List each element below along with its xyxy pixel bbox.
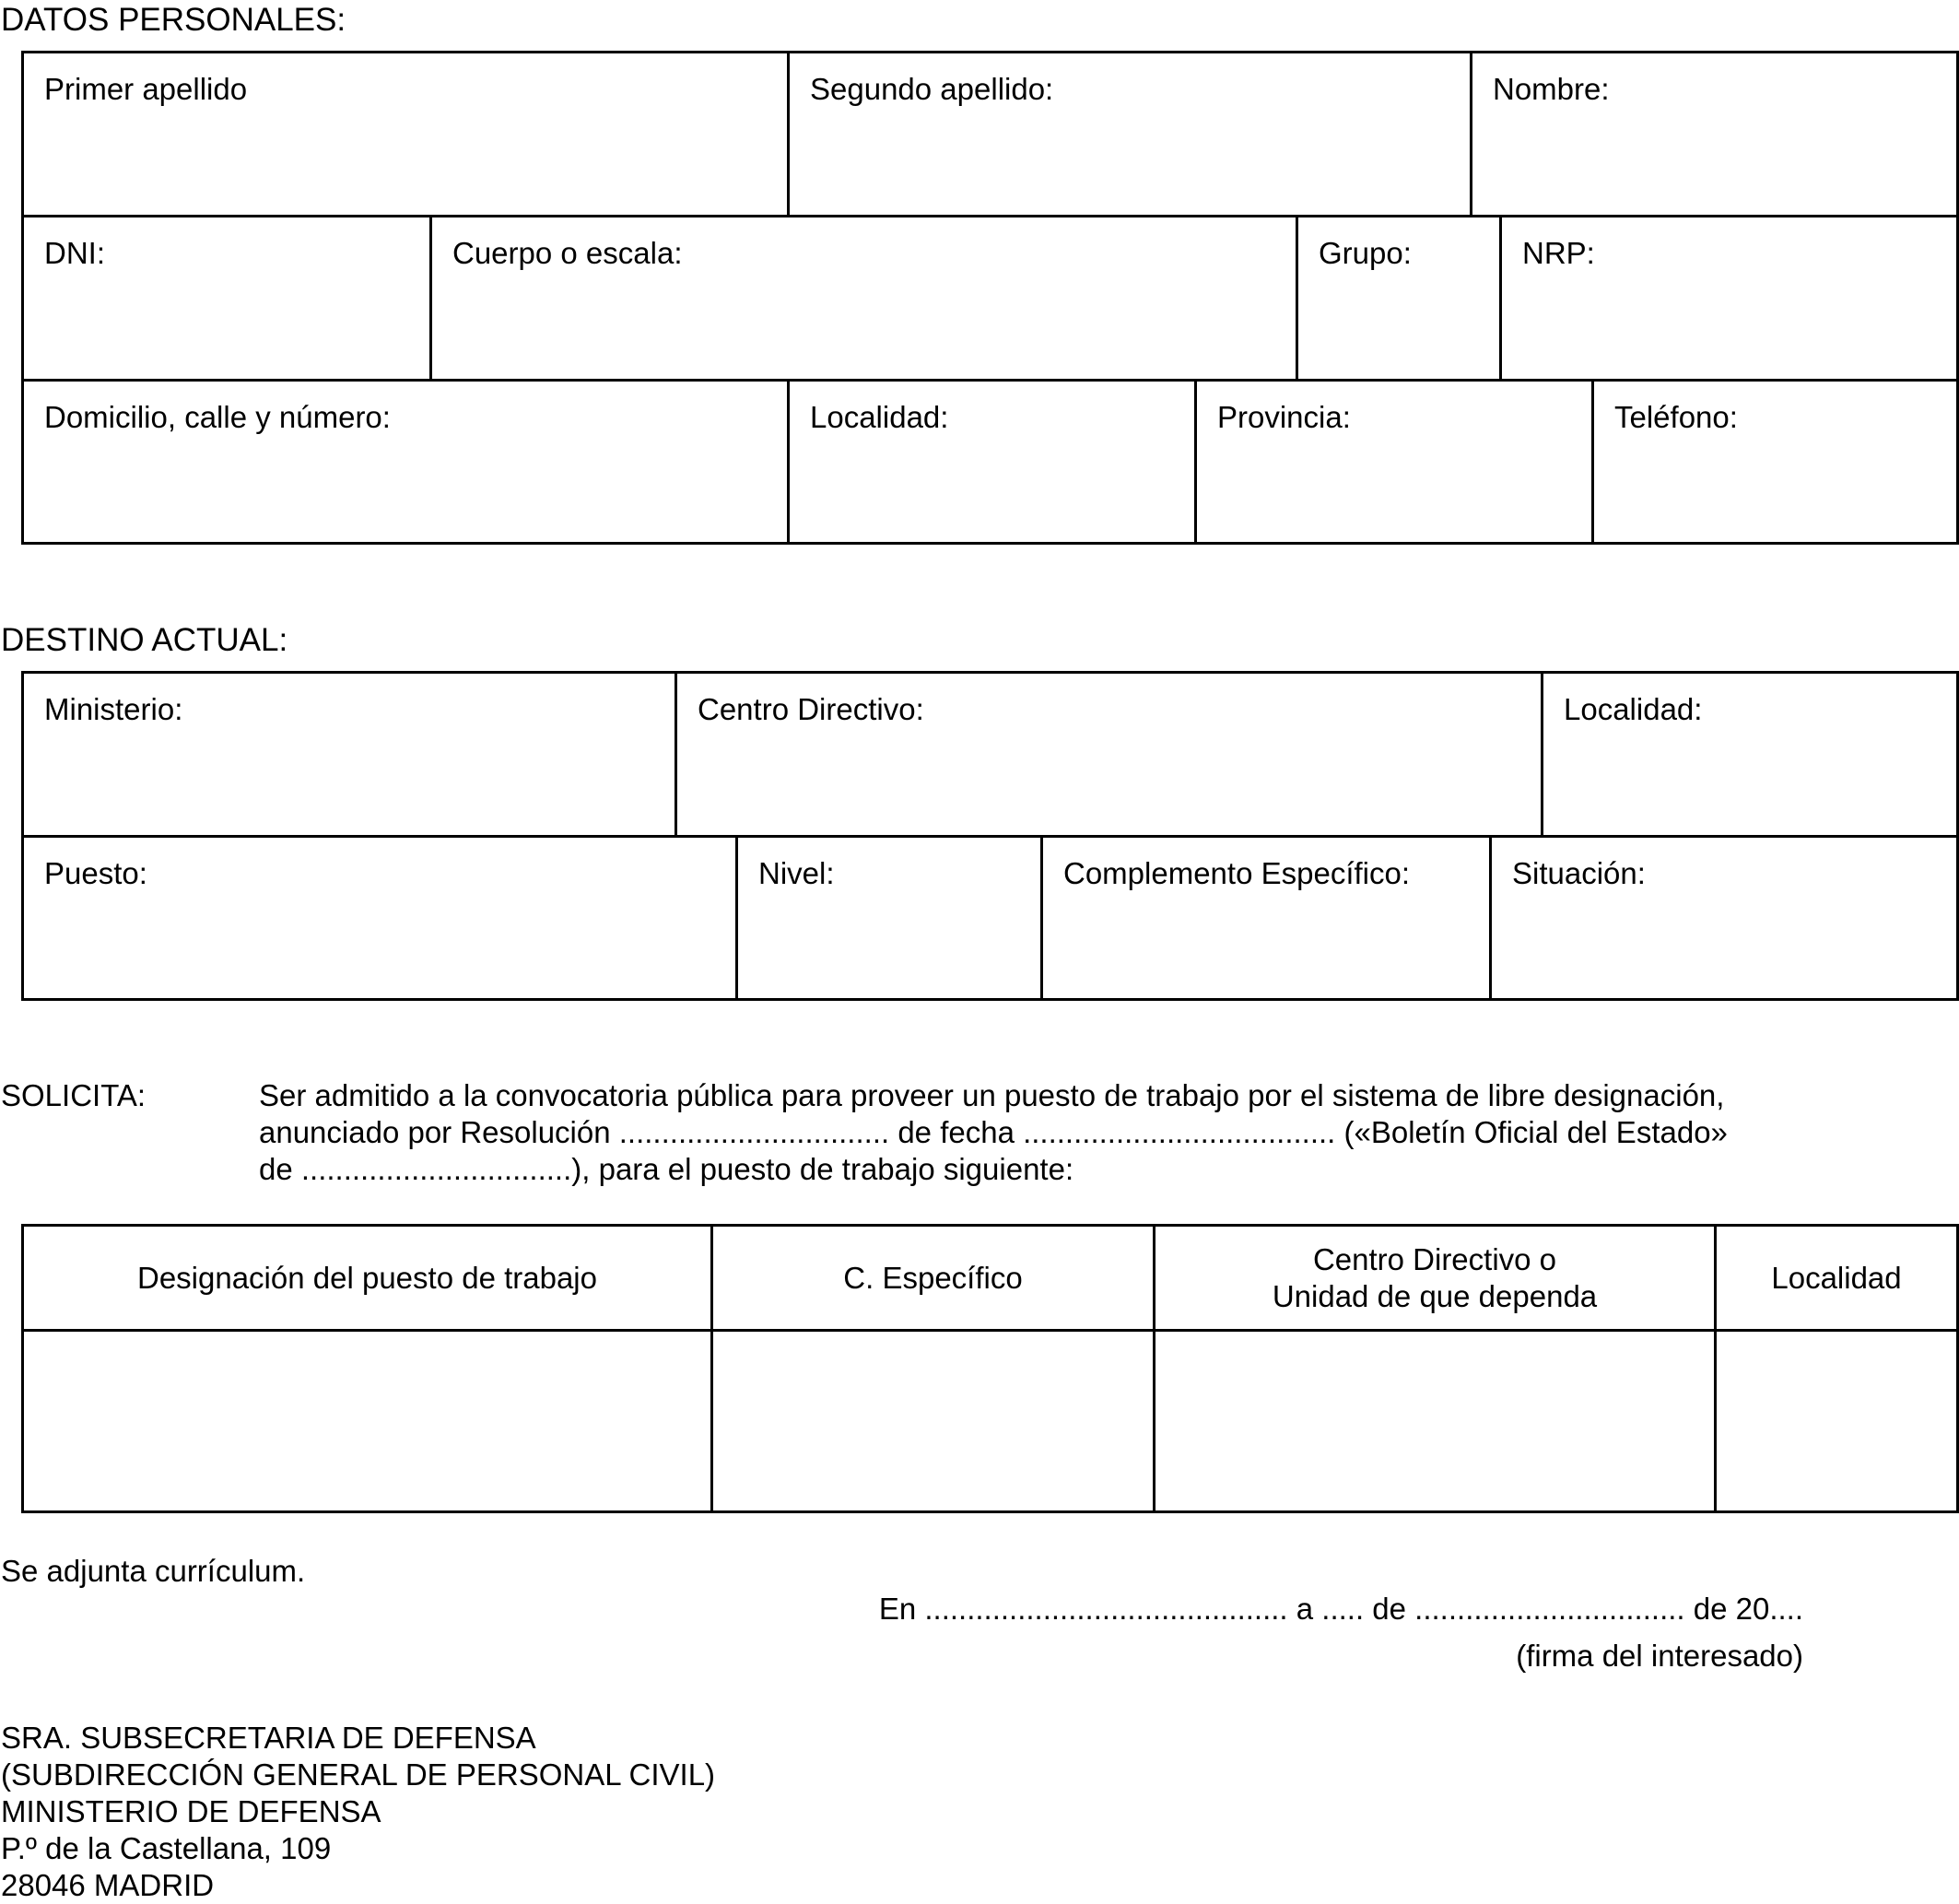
ministerio-field[interactable] [24,674,677,835]
datos-personales-grid [21,51,1959,545]
destino-localidad-field[interactable] [1543,674,1956,835]
firma-interesado-caption: (firma del interesado) [1516,1639,1803,1673]
nombre-field[interactable] [1472,53,1956,215]
localidad-input-cell[interactable] [1717,1332,1956,1510]
segundo-apellido-field[interactable] [790,53,1472,215]
ministerio-label: Ministerio: [44,692,183,726]
complemento-especifico-label: Complemento Específico: [1063,856,1411,890]
solicita-label: SOLICITA: [1,1078,147,1112]
solicita-text-line-3: de ................................), para el puesto de trabajo siguiente: [259,1152,1074,1186]
destino-localidad-label: Localidad: [1564,692,1703,726]
header-centro-line-1: Centro Directivo o [1312,1241,1557,1276]
header-c-especifico-text: C. Específico [843,1260,1023,1295]
lugar-fecha-line: En ........................................... a ..... de ................................ de 20.... [878,1592,1803,1626]
puesto-field[interactable] [24,838,738,998]
localidad-label: Localidad: [810,400,949,434]
grupo-label: Grupo: [1319,236,1412,270]
header-c-especifico [713,1227,1155,1329]
destino-row-1 [24,674,1956,838]
addressee-block [1,1720,715,1904]
telefono-label: Teléfono: [1614,400,1738,434]
table-header-row [24,1227,1956,1332]
cuerpo-escala-label: Cuerpo o escala: [452,236,683,270]
datos-row-2 [24,217,1956,382]
solicita-text-line-1: Ser admitido a la convocatoria pública para proveer un puesto de trabajo por el sistema de libre designación, [259,1078,1725,1112]
destino-row-2 [24,838,1956,998]
address-line-3: MINISTERIO DE DEFENSA [1,1794,381,1828]
nivel-label: Nivel: [758,856,835,890]
header-centro-directivo-text [1273,1241,1597,1315]
domicilio-field[interactable] [24,382,790,542]
primer-apellido-label: Primer apellido [44,72,248,106]
address-line-2: (SUBDIRECCIÓN GENERAL DE PERSONAL CIVIL) [1,1757,716,1792]
centro-directivo-label: Centro Directivo: [698,692,924,726]
header-centro-directivo [1155,1227,1717,1329]
complemento-especifico-field[interactable] [1043,838,1492,998]
puesto-solicitado-table [21,1224,1959,1513]
localidad-field[interactable] [790,382,1197,542]
provincia-label: Provincia: [1217,400,1351,434]
situacion-field[interactable] [1492,838,1956,998]
telefono-field[interactable] [1594,382,1956,542]
datos-row-1 [24,53,1956,217]
header-designacion [24,1227,713,1329]
nivel-field[interactable] [738,838,1043,998]
primer-apellido-field[interactable] [24,53,790,215]
solicita-text-line-2: anunciado por Resolución ................................ de fecha ..................................... («Boletín Oficial del Estado» [259,1115,1728,1149]
grupo-field[interactable] [1298,217,1502,379]
dni-label: DNI: [44,236,105,270]
address-line-1: SRA. SUBSECRETARIA DE DEFENSA [1,1721,536,1755]
puesto-label: Puesto: [44,856,147,890]
cuerpo-escala-field[interactable] [432,217,1298,379]
datos-personales-title: DATOS PERSONALES: [1,2,346,38]
table-row [24,1332,1956,1510]
segundo-apellido-label: Segundo apellido: [810,72,1054,106]
domicilio-label: Domicilio, calle y número: [44,400,391,434]
centro-directivo-field[interactable] [677,674,1543,835]
nrp-field[interactable] [1502,217,1956,379]
destino-actual-title: DESTINO ACTUAL: [1,622,288,658]
header-centro-line-2: Unidad de que dependa [1272,1278,1598,1313]
c-especifico-input-cell[interactable] [713,1332,1155,1510]
adjunta-curriculum-text: Se adjunta currículum. [1,1554,306,1588]
designacion-input-cell[interactable] [24,1332,713,1510]
centro-directivo-input-cell[interactable] [1155,1332,1717,1510]
provincia-field[interactable] [1197,382,1594,542]
datos-row-3 [24,382,1956,542]
nombre-label: Nombre: [1493,72,1610,106]
situacion-label: Situación: [1512,856,1646,890]
address-line-5: 28046 MADRID [1,1868,215,1902]
dni-field[interactable] [24,217,432,379]
header-localidad [1717,1227,1956,1329]
nrp-label: NRP: [1522,236,1595,270]
address-line-4: P.º de la Castellana, 109 [1,1831,332,1865]
header-localidad-text: Localidad [1771,1260,1902,1295]
destino-actual-grid [21,671,1959,1001]
header-designacion-text: Designación del puesto de trabajo [136,1260,597,1295]
